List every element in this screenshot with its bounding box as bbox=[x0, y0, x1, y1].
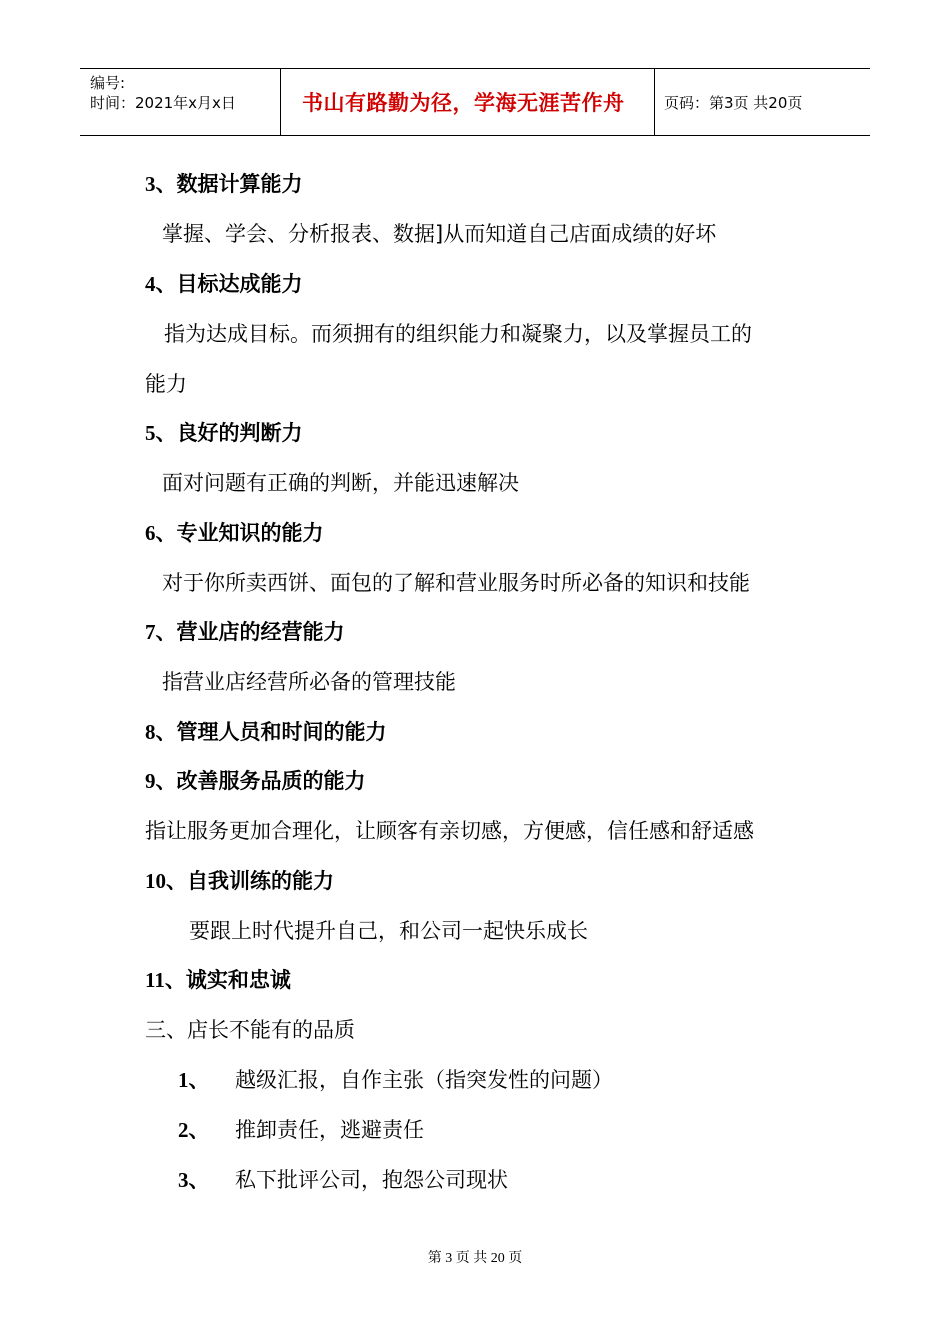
body-line: 指让服务更加合理化，让顾客有亲切感，方便感，信任感和舒适感 bbox=[145, 819, 754, 843]
body-line: 对于你所卖西饼、面包的了解和营业服务时所必备的知识和技能 bbox=[162, 571, 750, 595]
heading-service-quality: 9、改善服务品质的能力 bbox=[145, 769, 366, 793]
heading-people-time: 8、管理人员和时间的能力 bbox=[145, 720, 387, 744]
heading-self-training: 10、自我训练的能力 bbox=[145, 869, 334, 893]
document-header bbox=[80, 68, 870, 136]
body-line: 要跟上时代提升自己，和公司一起快乐成长 bbox=[189, 919, 588, 943]
page-footer: 第 3 页 共 20 页 bbox=[427, 1251, 523, 1266]
body-line: 掌握、学会、分析报表、数据]从而知道自己店面成绩的好坏 bbox=[162, 222, 717, 246]
time-label: 时间：2021年x月x日 bbox=[90, 94, 236, 112]
list-item: 1、 越级汇报，自作主张（指突发性的问题） bbox=[178, 1068, 613, 1092]
body-line: 指为达成目标。而须拥有的组织能力和凝聚力，以及掌握员工的 bbox=[164, 322, 752, 346]
motto: 书山有路勤为径，学海无涯苦作舟 bbox=[281, 69, 655, 135]
page-label: 页码：第3页 共20页 bbox=[664, 93, 803, 112]
heading-data-calculation: 3、数据计算能力 bbox=[145, 172, 303, 196]
list-item: 3、 私下批评公司，抱怨公司现状 bbox=[178, 1168, 508, 1192]
heading-goal-achievement: 4、目标达成能力 bbox=[145, 272, 303, 296]
header-left-cell bbox=[80, 69, 281, 135]
heading-professional-knowledge: 6、专业知识的能力 bbox=[145, 521, 324, 545]
id-label: 编号: bbox=[90, 74, 126, 92]
heading-judgment: 5、良好的判断力 bbox=[145, 421, 303, 445]
heading-store-operation: 7、营业店的经营能力 bbox=[145, 620, 345, 644]
section-heading: 三、店长不能有的品质 bbox=[145, 1018, 355, 1042]
body-line: 能力 bbox=[145, 372, 187, 396]
body-line: 指营业店经营所必备的管理技能 bbox=[162, 670, 456, 694]
list-item: 2、 推卸责任，逃避责任 bbox=[178, 1118, 424, 1142]
heading-honesty: 11、诚实和忠诚 bbox=[145, 968, 291, 992]
body-line: 面对问题有正确的判断，并能迅速解决 bbox=[162, 471, 519, 495]
